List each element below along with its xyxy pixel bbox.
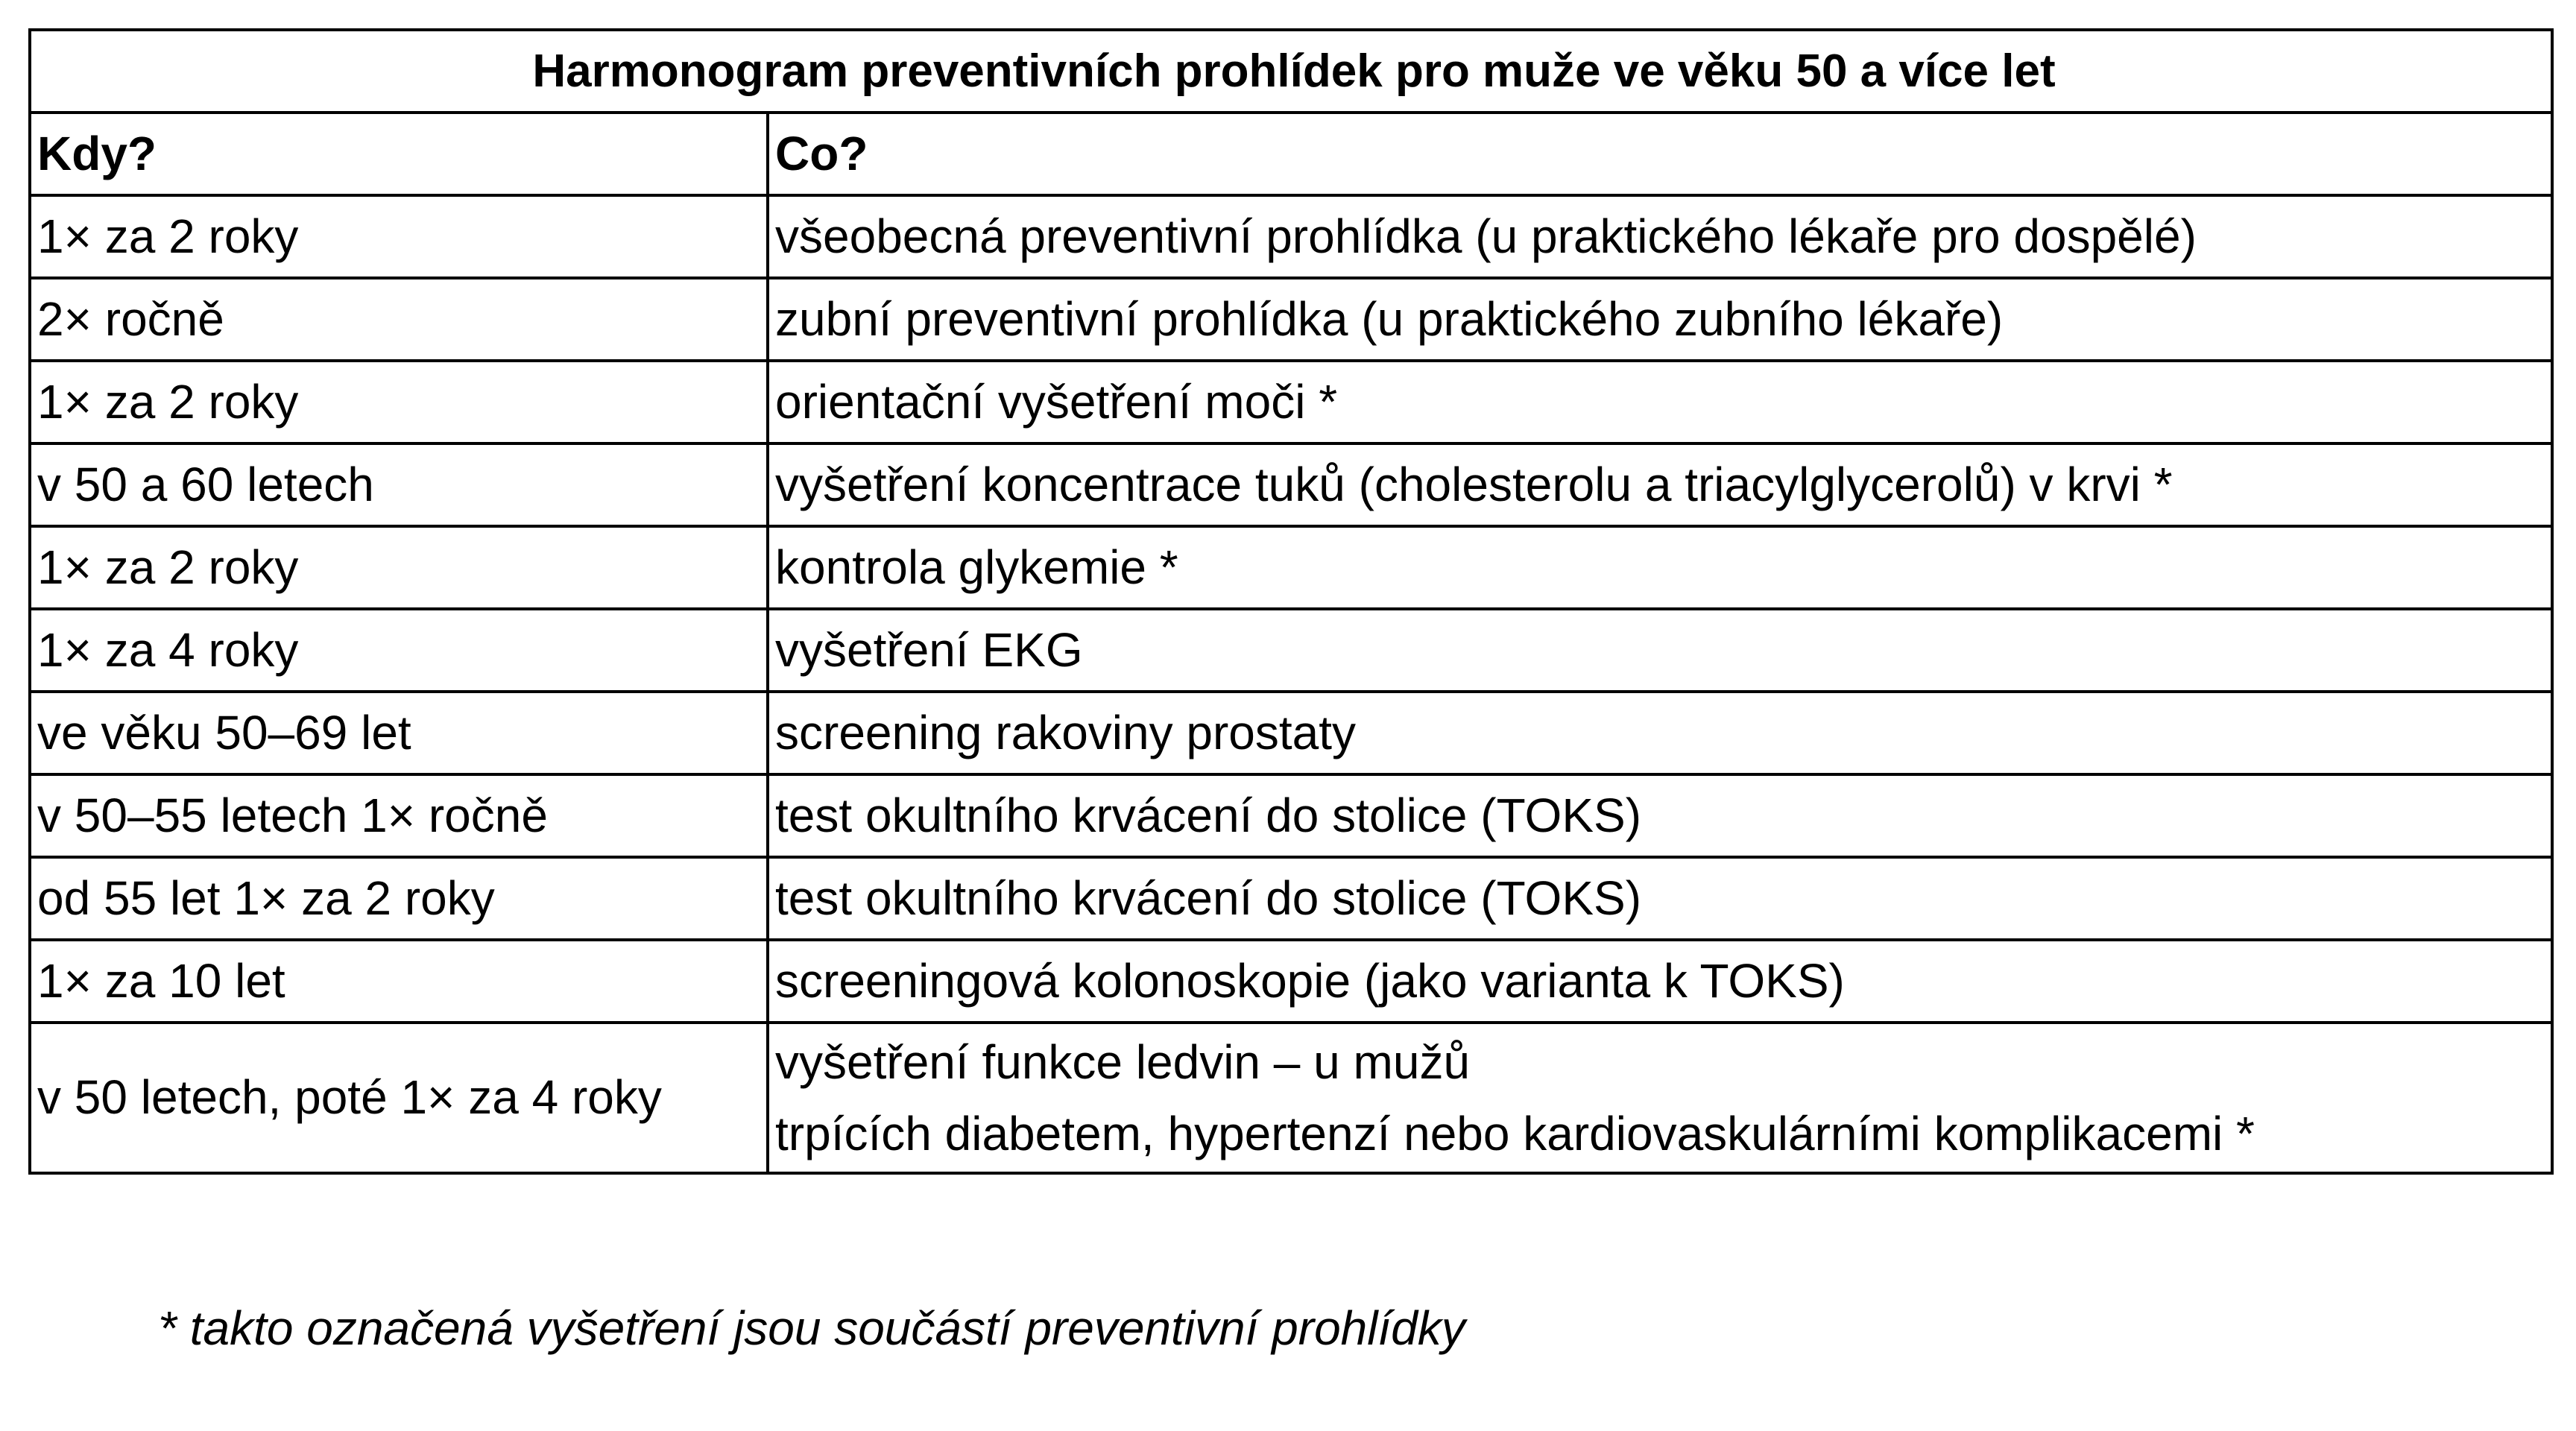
table-header-row <box>30 113 2552 195</box>
cell-what: všeobecná preventivní prohlídka (u praktického lékaře pro dospělé) <box>768 195 2552 278</box>
column-header-what: Co? <box>768 113 2552 195</box>
cell-when: 1× za 2 roky <box>30 526 768 609</box>
table-row <box>30 940 2552 1023</box>
cell-what: kontrola glykemie * <box>768 526 2552 609</box>
cell-what: screeningová kolonoskopie (jako varianta k TOKS) <box>768 940 2552 1023</box>
table-row <box>30 443 2552 526</box>
cell-what: screening rakoviny prostaty <box>768 692 2552 774</box>
cell-what-line-1: vyšetření funkce ledvin – u mužů <box>775 1035 1471 1089</box>
cell-what: zubní preventivní prohlídka (u praktického zubního lékaře) <box>768 278 2552 361</box>
cell-when: ve věku 50–69 let <box>30 692 768 774</box>
schedule-table <box>28 28 2554 1175</box>
cell-when: 1× za 2 roky <box>30 361 768 443</box>
table-row <box>30 278 2552 361</box>
table-row <box>30 195 2552 278</box>
cell-when: v 50 a 60 letech <box>30 443 768 526</box>
cell-what: vyšetření EKG <box>768 609 2552 692</box>
table-title: Harmonogram preventivních prohlídek pro muže ve věku 50 a více let <box>30 30 2552 113</box>
table-row <box>30 361 2552 443</box>
cell-when: 1× za 4 roky <box>30 609 768 692</box>
table-row <box>30 1023 2552 1173</box>
table-row <box>30 609 2552 692</box>
cell-what: vyšetření koncentrace tuků (cholesterolu a triacylglycerolů) v krvi * <box>768 443 2552 526</box>
cell-when: od 55 let 1× za 2 roky <box>30 857 768 940</box>
table-row <box>30 692 2552 774</box>
cell-what-line-2: trpících diabetem, hypertenzí nebo kardiovaskulárními komplikacemi * <box>775 1107 2255 1160</box>
cell-what: orientační vyšetření moči * <box>768 361 2552 443</box>
column-header-when: Kdy? <box>30 113 768 195</box>
cell-what: test okultního krvácení do stolice (TOKS) <box>768 857 2552 940</box>
table-title-row <box>30 30 2552 113</box>
table-row <box>30 857 2552 940</box>
cell-when: v 50–55 letech 1× ročně <box>30 774 768 857</box>
cell-when: 1× za 2 roky <box>30 195 768 278</box>
table-row <box>30 526 2552 609</box>
footnote: * takto označená vyšetření jsou součástí preventivní prohlídky <box>158 1301 1465 1355</box>
cell-what <box>768 1023 2552 1173</box>
cell-what: test okultního krvácení do stolice (TOKS) <box>768 774 2552 857</box>
cell-when: 1× za 10 let <box>30 940 768 1023</box>
table-row <box>30 774 2552 857</box>
cell-when: v 50 letech, poté 1× za 4 roky <box>30 1023 768 1173</box>
cell-when: 2× ročně <box>30 278 768 361</box>
